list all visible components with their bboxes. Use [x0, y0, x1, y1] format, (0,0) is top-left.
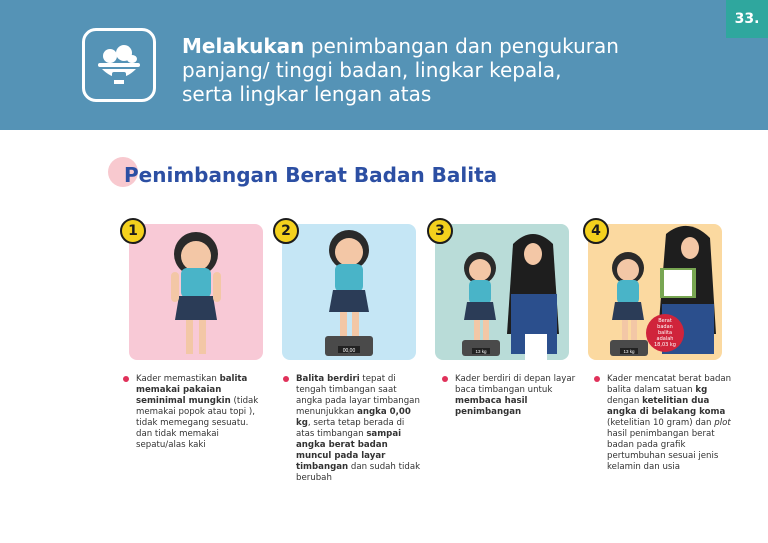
step-2-text-c: angka 0,00 kg	[296, 407, 411, 428]
title-bold: Melakukan	[182, 34, 305, 58]
title-line1: penimbangan dan pengukuran	[304, 34, 619, 58]
step-4-text-g: hasil penimbangan berat badan pada grafik pertumbuhan sesuai jenis kelamin dan usia	[607, 429, 719, 472]
step-1-description	[136, 374, 262, 451]
step-2-text-f: dan sudah tidak berubah	[296, 462, 421, 483]
step-3-text-b: membaca hasil penimbangan	[455, 396, 528, 417]
bullet-dot	[442, 376, 448, 382]
scale-display: 13 kg	[623, 349, 635, 354]
step-4-text-c: dengan	[607, 396, 643, 406]
bullet-dot	[283, 376, 289, 382]
step-4-description	[607, 374, 733, 473]
step-1-text-b: balita memakai pakaian seminimal mungkin	[136, 374, 248, 406]
step-4-text-f: plot	[714, 418, 731, 428]
page-number: 33.	[726, 0, 768, 38]
scale-icon	[92, 42, 146, 88]
child-standing-illustration	[129, 224, 263, 360]
bullet-dot	[123, 376, 129, 382]
step-4-text-e: (ketelitian 10 gram) dan	[607, 418, 715, 428]
step-4-text-d: ketelitian dua angka di belakang koma	[607, 396, 726, 417]
weight-result-text: Berat badan balita adalah 18,03 kg	[654, 318, 676, 348]
step-2-badge: 2	[273, 218, 299, 244]
step-3-badge: 3	[427, 218, 453, 244]
step-4-text-a: Kader mencatat berat badan balita dalam satuan	[607, 374, 732, 395]
child-on-scale-illustration	[282, 224, 416, 360]
scale-display: 13 kg	[475, 349, 487, 354]
step-1-illustration	[129, 224, 263, 360]
step-2-text-a: Balita berdiri	[296, 374, 360, 384]
step-2-description	[296, 374, 422, 484]
weight-result-badge	[646, 314, 684, 352]
header-banner	[0, 0, 768, 130]
step-4-text-b: kg	[695, 385, 708, 395]
section-title: Penimbangan Berat Badan Balita	[124, 163, 498, 187]
step-2-text-e: sampai angka berat badan muncul pada layar timbangan	[296, 429, 402, 472]
bullet-dot	[594, 376, 600, 382]
step-2-text-b: tepat di tengah timbangan saat angka pada layar timbangan menunjukkan	[296, 374, 420, 417]
page-title	[182, 34, 682, 106]
step-2-illustration	[282, 224, 416, 360]
step-1-badge: 1	[120, 218, 146, 244]
cadre-reading-scale-illustration	[435, 224, 569, 360]
step-4-badge: 4	[583, 218, 609, 244]
step-3-illustration	[435, 224, 569, 360]
scale-icon-box	[82, 28, 156, 102]
title-line3: serta lingkar lengan atas	[182, 82, 432, 106]
step-3-description	[455, 374, 581, 418]
scale-display: 00,00	[342, 348, 356, 354]
step-3-text-a: Kader berdiri di depan layar baca timbangan untuk	[455, 374, 576, 395]
step-1-text-a: Kader memastikan	[136, 374, 220, 384]
step-2-text-d: , serta tetap berada di atas timbangan	[296, 418, 405, 439]
step-1-text-c: (tidak memakai popok atau topi ), tidak memegang sesuatu. dan tidak memakai sepatu/alas kaki	[136, 396, 259, 450]
title-line2: panjang/ tinggi badan, lingkar kepala,	[182, 58, 562, 82]
